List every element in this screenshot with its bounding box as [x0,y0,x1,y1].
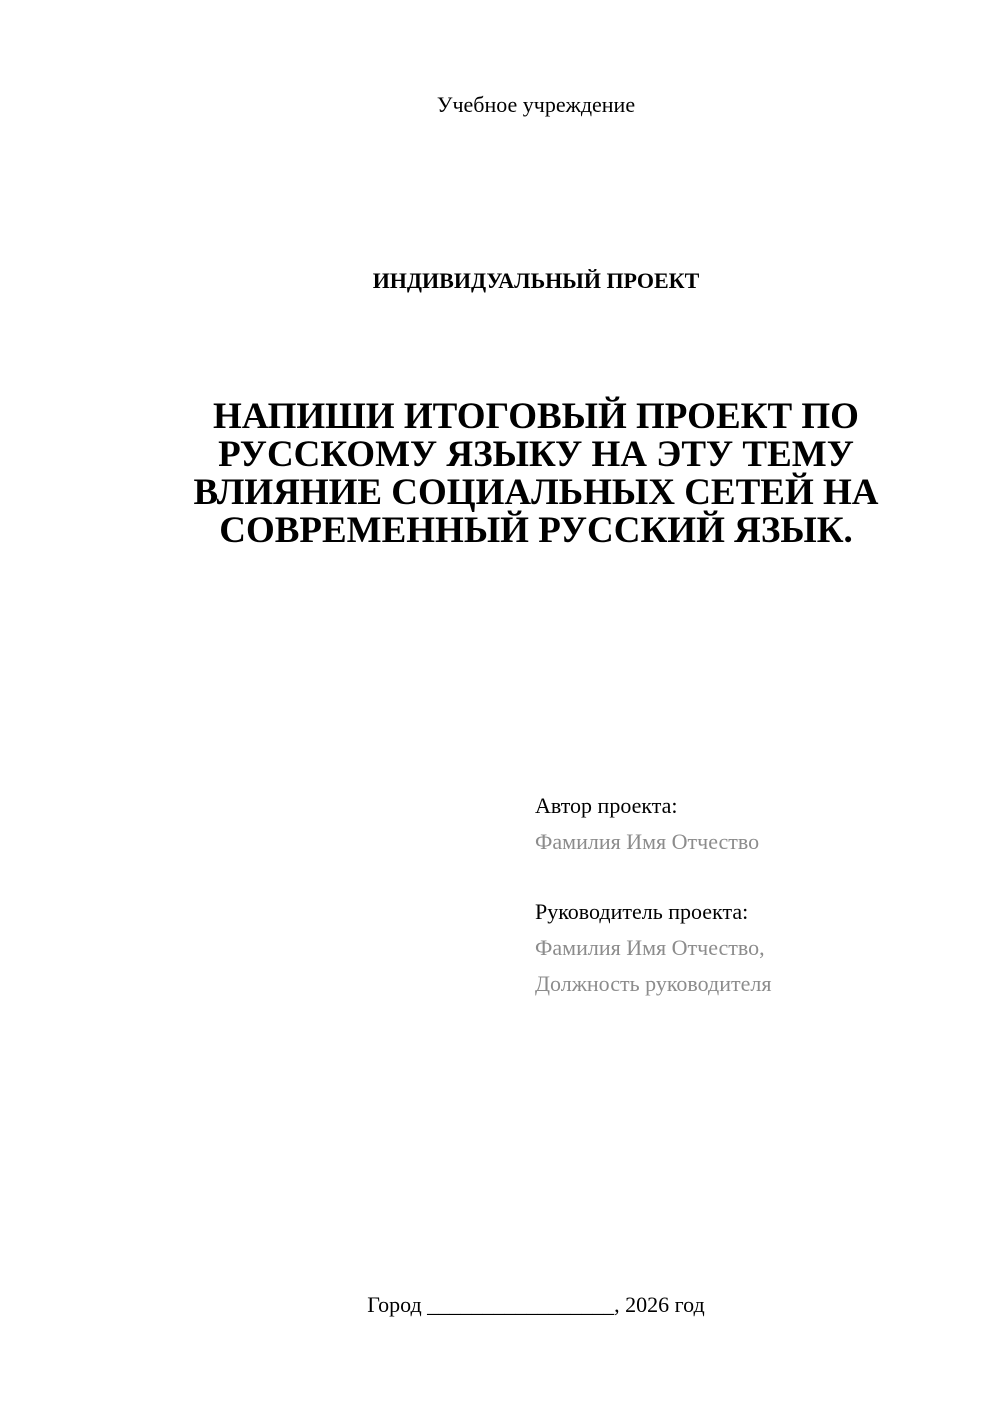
project-title-line: РУССКОМУ ЯЗЫКУ НА ЭТУ ТЕМУ [218,434,854,475]
supervisor-label: Руководитель проекта: [535,899,749,924]
credits-spacer [535,860,975,894]
author-label: Автор проекта: [535,793,678,818]
supervisor-position-placeholder: Должность руководителя [535,971,772,996]
institution-name: Учебное учреждение [436,92,636,117]
project-title-line: ВЛИЯНИЕ СОЦИАЛЬНЫХ СЕТЕЙ НА [193,472,879,513]
project-title [150,398,922,550]
project-title-line: СОВРЕМЕННЫЙ РУССКИЙ ЯЗЫК. [219,510,853,551]
credits-block [535,788,975,1002]
project-title-line: НАПИШИ ИТОГОВЫЙ ПРОЕКТ ПО [213,396,859,437]
author-name-placeholder: Фамилия Имя Отчество [535,829,760,854]
project-type-heading: ИНДИВИДУАЛЬНЫЙ ПРОЕКТ [372,268,700,293]
city-year-footer: Город _________________, 2026 год [367,1292,705,1317]
supervisor-name-placeholder: Фамилия Имя Отчество, [535,935,765,960]
